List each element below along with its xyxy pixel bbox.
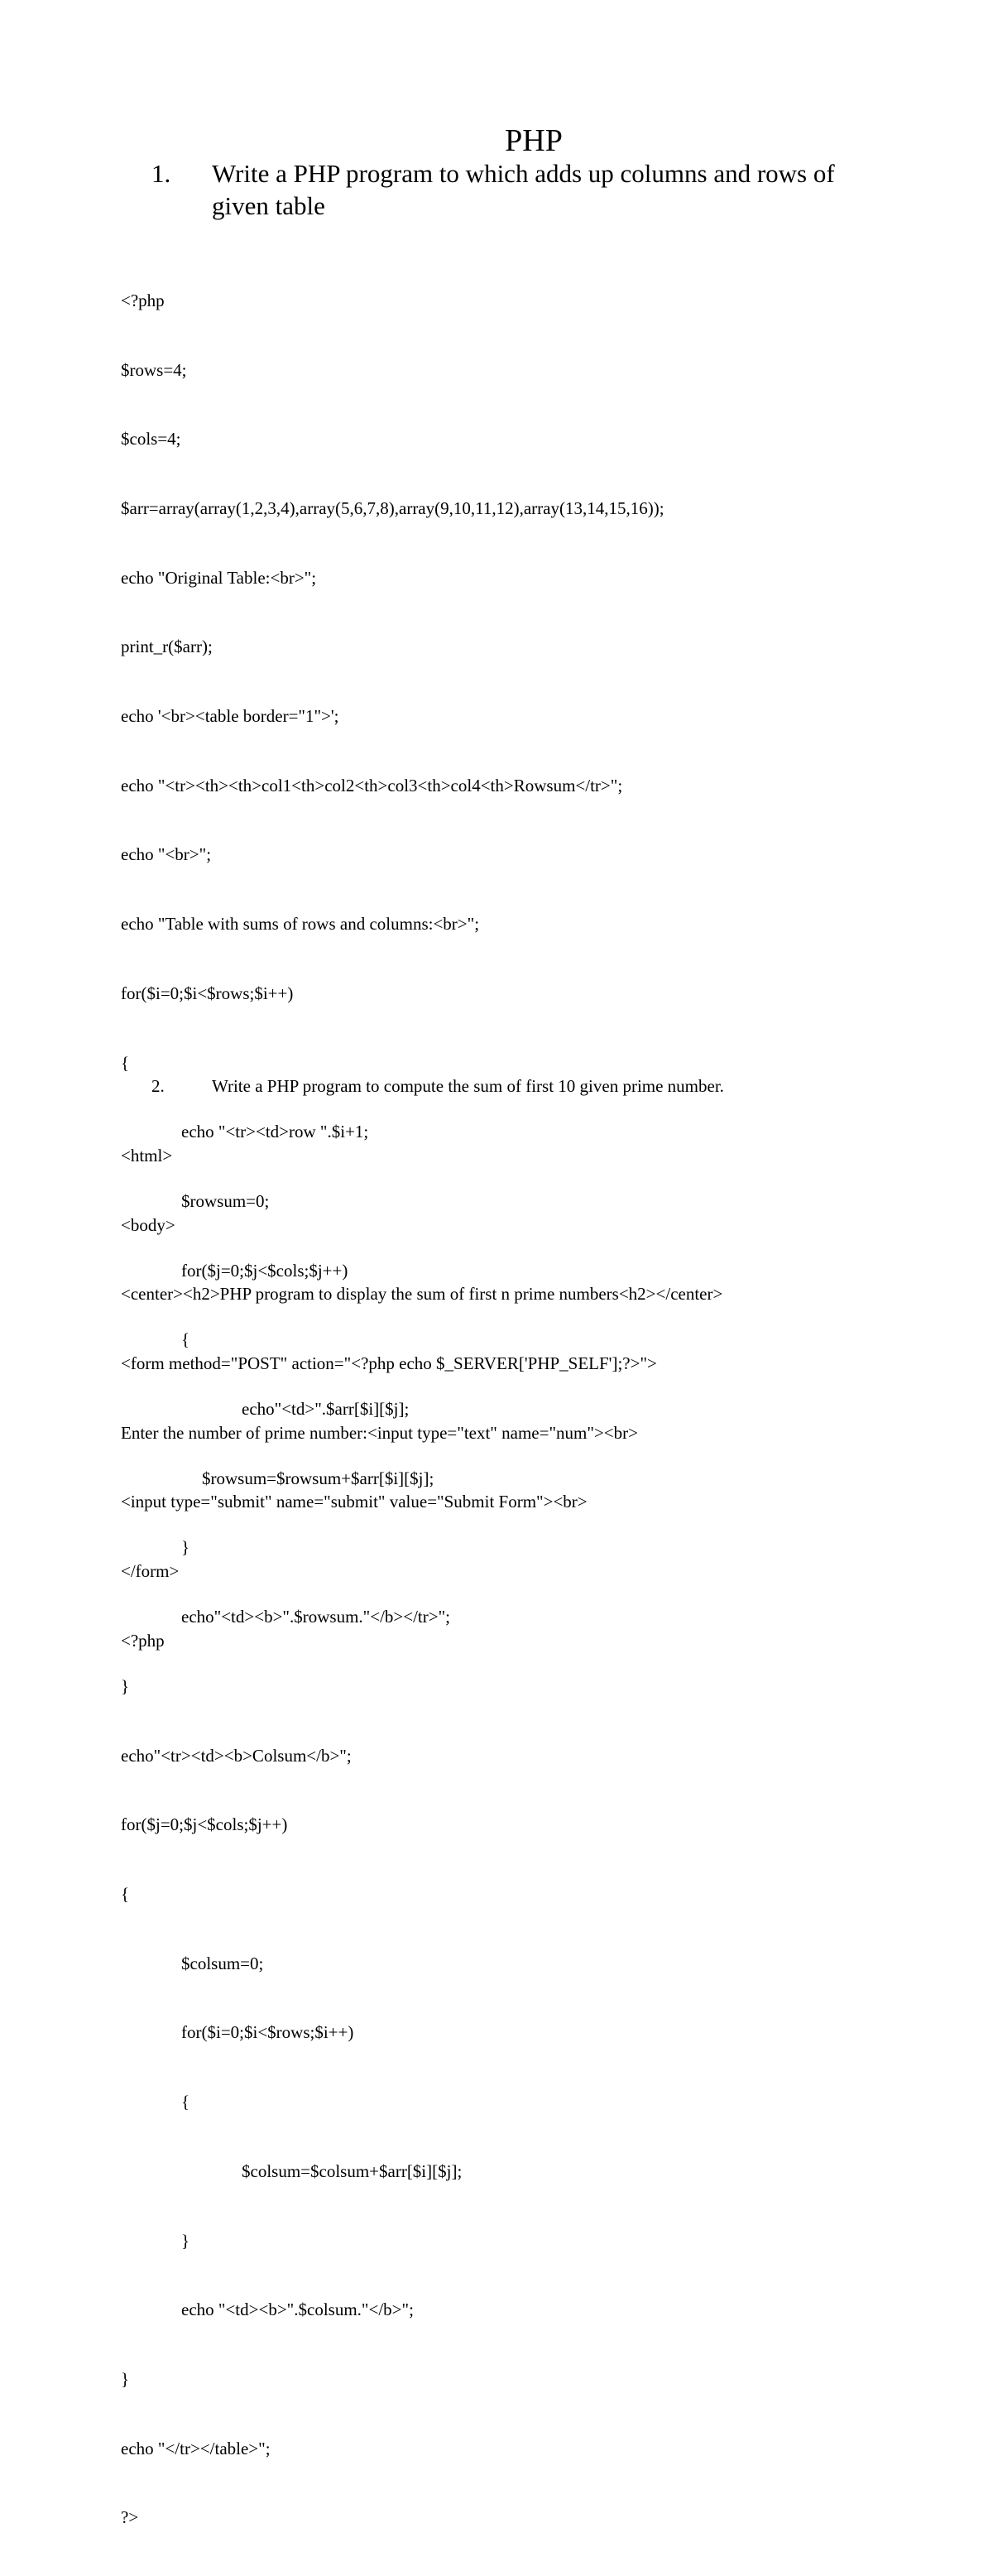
code-line: }: [181, 2230, 190, 2251]
code-line: echo "<td><b>".$colsum."</b>";: [181, 2300, 414, 2320]
page-title: PHP: [505, 123, 563, 158]
code-block-2: [121, 1098, 948, 1699]
question-1-text-line-1: Write a PHP program to which adds up columns and rows of: [212, 159, 835, 188]
code-line: <html>: [121, 1145, 173, 1165]
code-line: echo '<br><table border="1">';: [121, 706, 339, 727]
code-line: {: [121, 1052, 130, 1073]
code-line: {: [181, 1329, 190, 1350]
code-line: $rowsum=0;: [181, 1190, 270, 1211]
code-line: }: [121, 2368, 130, 2389]
code-line: {: [181, 2092, 190, 2112]
question-2: [151, 1074, 896, 1098]
code-line: echo"<td>".$arr[$i][$j];: [242, 1399, 410, 1420]
code-line: <center><h2>PHP program to display the sum of first n prime numbers<h2></center>: [121, 1284, 723, 1305]
code-line: Enter the number of prime number:<input type="text" name="num"><br>: [121, 1422, 638, 1443]
code-line: <form method="POST" action="<?php echo $_SERVER['PHP_SELF'];?>">: [121, 1353, 657, 1373]
question-2-number: 2.: [151, 1076, 165, 1096]
code-line: echo "<tr><td>row ".$i+1;: [181, 1122, 369, 1142]
code-line: $colsum=0;: [181, 1953, 264, 1973]
code-line: for($i=0;$i<$rows;$i++): [181, 2022, 354, 2043]
question-1: [151, 157, 880, 222]
code-line: for($j=0;$j<$cols;$j++): [121, 1814, 288, 1835]
question-1-number: 1.: [151, 159, 171, 188]
code-line: echo "</tr></table>";: [121, 2438, 271, 2458]
code-line: }: [181, 1537, 190, 1558]
code-line: {: [121, 1883, 130, 1904]
code-line: echo "<br>";: [121, 844, 212, 865]
code-line: <input type="submit" name="submit" value="Submit Form"><br>: [121, 1492, 588, 1512]
code-line: $cols=4;: [121, 429, 181, 449]
code-line: echo "Original Table:<br>";: [121, 567, 317, 588]
code-line: ?>: [121, 2507, 139, 2528]
code-line: for($i=0;$i<$rows;$i++): [121, 983, 294, 1003]
code-line: echo"<tr><td><b>Colsum</b>";: [121, 1745, 352, 1766]
question-1-text-line-2: given table: [212, 191, 325, 220]
code-line: echo "<tr><th><th>col1<th>col2<th>col3<th>col4<th>Rowsum</tr>";: [121, 775, 623, 795]
code-line: echo"<td><b>".$rowsum."</b></tr>";: [181, 1607, 451, 1627]
code-line: $arr=array(array(1,2,3,4),array(5,6,7,8),array(9,10,11,12),array(13,14,15,16));: [121, 497, 664, 518]
code-line: for($j=0;$j<$cols;$j++): [181, 1260, 348, 1281]
code-line: <body>: [121, 1214, 175, 1235]
code-line: echo "Table with sums of rows and columns:<br>";: [121, 914, 480, 935]
code-line: $rowsum=$rowsum+$arr[$i][$j];: [202, 1468, 434, 1488]
code-line: </form>: [121, 1561, 180, 1582]
code-line: print_r($arr);: [121, 637, 213, 657]
code-line: $rows=4;: [121, 359, 187, 380]
code-line: <?php: [121, 290, 165, 310]
question-2-text: Write a PHP program to compute the sum of first 10 given prime number.: [212, 1076, 724, 1096]
code-line: }: [121, 1675, 130, 1696]
code-line: <?php: [121, 1630, 165, 1651]
code-line: $colsum=$colsum+$arr[$i][$j];: [242, 2160, 463, 2181]
